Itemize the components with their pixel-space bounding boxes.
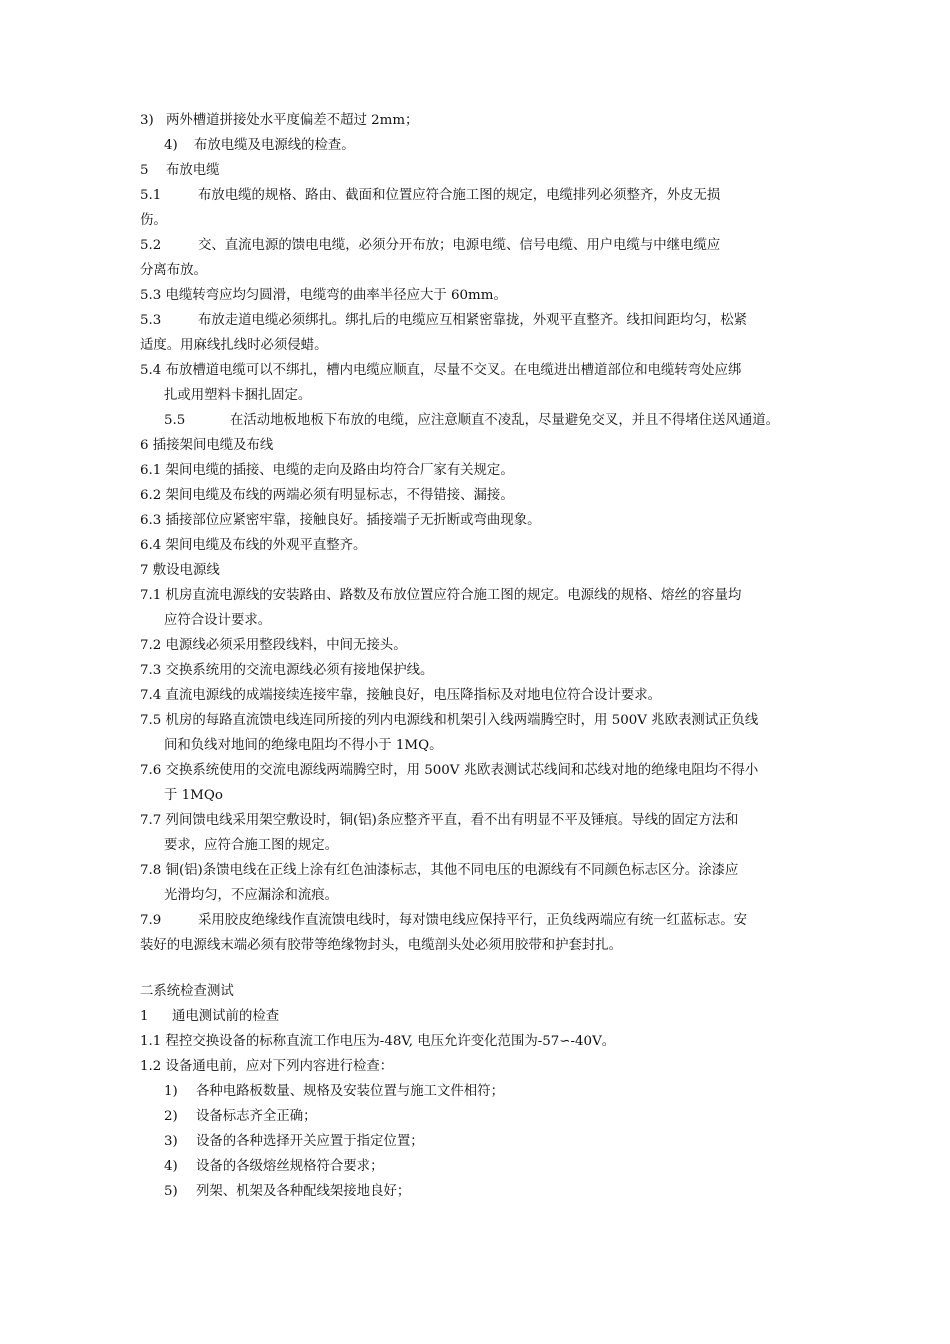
- item-number: 4): [164, 138, 178, 153]
- item-text: 布放电缆: [166, 163, 220, 178]
- item-text: 在活动地板地板下布放的电缆，应注意顺直不凌乱，尽量避免交叉，并且不得堵住送风通道。: [230, 413, 780, 428]
- list-item-continuation: 分离布放。: [140, 263, 207, 278]
- item-text: 布放电缆的规格、路由、截面和位置应符合施工图的规定，电缆排列必须整齐，外皮无损: [198, 188, 721, 203]
- item-number: 5.2: [140, 238, 162, 253]
- list-item-continuation: 间和负线对地间的绝缘电阻均不得小于 1MQ。: [164, 738, 443, 753]
- list-item: [140, 133, 820, 158]
- list-item: 7.7 列间馈电线采用架空敷设时，铜(铝)条应整齐平直，看不出有明显不平及锤痕。导线的固定方法和: [140, 813, 739, 828]
- item-number: 1: [140, 1009, 149, 1024]
- list-item: 6.3 插接部位应紧密牢靠，接触良好。插接端子无折断或弯曲现象。: [140, 513, 541, 528]
- list-item-continuation: 扎或用塑料卡捆扎固定。: [164, 388, 312, 403]
- list-item-continuation: 适度。用麻线扎线时必须侵蜡。: [140, 338, 328, 353]
- item-text: 各种电路板数量、规格及安装位置与施工文件相符；: [196, 1084, 504, 1099]
- item-number: 2): [164, 1109, 178, 1124]
- item-text: 布放电缆及电源线的检查。: [194, 138, 355, 153]
- item-text: 两外槽道拼接处水平度偏差不超过 2mm；: [166, 113, 419, 128]
- list-item: [140, 408, 820, 433]
- section-heading: [140, 1004, 820, 1029]
- item-number: 5: [140, 163, 149, 178]
- list-item: 6.2 架间电缆及布线的两端必须有明显标志，不得错接、漏接。: [140, 488, 514, 503]
- list-item: 7.8 铜(铝)条馈电线在正线上涂有红色油漆标志，其他不同电压的电源线有不同颜色标志区分。涂漆应: [140, 863, 739, 878]
- list-item: 7.2 电源线必须采用整段线料，中间无接头。: [140, 638, 407, 653]
- list-item-continuation: 伤。: [140, 213, 167, 228]
- section-heading: [140, 158, 820, 183]
- item-number: 4): [164, 1159, 178, 1174]
- list-item: [140, 108, 820, 133]
- document-body: [140, 108, 820, 1204]
- list-item: [140, 308, 820, 333]
- list-item: [140, 233, 820, 258]
- list-item: 6.4 架间电缆及布线的外观平直整齐。: [140, 538, 367, 553]
- item-number: 7.9: [140, 913, 162, 928]
- list-item: 5.4 布放槽道电缆可以不绑扎，槽内电缆应顺直，尽量不交叉。在电缆进出槽道部位和电缆转弯处应绑: [140, 363, 742, 378]
- section-heading: 7 敷设电源线: [140, 563, 220, 578]
- item-text: 列架、机架及各种配线架接地良好；: [196, 1184, 411, 1199]
- list-item-continuation: 光滑均匀，不应漏涂和流痕。: [164, 888, 339, 903]
- list-item: 7.4 直流电源线的成端接续连接牢靠，接触良好，电压降指标及对地电位符合设计要求。: [140, 688, 662, 703]
- list-item: [140, 1079, 820, 1104]
- item-number: 5): [164, 1184, 178, 1199]
- item-number: 3): [164, 1134, 178, 1149]
- list-item: [140, 183, 820, 208]
- item-number: 3): [140, 113, 154, 128]
- item-text: 设备的各种选择开关应置于指定位置；: [196, 1134, 424, 1149]
- item-text: 设备标志齐全正确；: [196, 1109, 317, 1124]
- list-item: 1.2 设备通电前，应对下列内容进行检查：: [140, 1059, 394, 1074]
- item-number: 5.5: [164, 413, 186, 428]
- list-item: [140, 908, 820, 933]
- list-item: 7.6 交换系统使用的交流电源线两端腾空时，用 500V 兆欧表测试芯线间和芯线对地的绝缘电阻均不得小: [140, 763, 759, 778]
- list-item: [140, 1179, 820, 1204]
- item-number: 5.1: [140, 188, 162, 203]
- list-item: [140, 1129, 820, 1154]
- spacer: [140, 958, 820, 979]
- item-text: 交、直流电源的馈电电缆，必须分开布放；电源电缆、信号电缆、用户电缆与中继电缆应: [198, 238, 721, 253]
- item-number: 1): [164, 1084, 178, 1099]
- list-item-continuation: 装好的电源线末端必须有胶带等绝缘物封头，电缆剖头处必须用胶带和护套封扎。: [140, 938, 623, 953]
- list-item: 7.3 交换系统用的交流电源线必须有接地保护线。: [140, 663, 434, 678]
- list-item: 6.1 架间电缆的插接、电缆的走向及路由均符合厂家有关规定。: [140, 463, 514, 478]
- section-heading: 6 插接架间电缆及布线: [140, 438, 274, 453]
- list-item: 7.1 机房直流电源线的安装路由、路数及布放位置应符合施工图的规定。电源线的规格、熔丝的容量均: [140, 588, 742, 603]
- list-item: [140, 1154, 820, 1179]
- list-item: 7.5 机房的每路直流馈电线连同所接的列内电源线和机架引入线两端腾空时，用 500V 兆欧表测试正负线: [140, 713, 759, 728]
- item-text: 通电测试前的检查: [172, 1009, 280, 1024]
- item-number: 5.3: [140, 313, 162, 328]
- list-item-continuation: 于 1MQo: [164, 788, 223, 803]
- item-text: 采用胶皮绝缘线作直流馈电线时，每对馈电线应保持平行，正负线两端应有统一红蓝标志。安: [198, 913, 748, 928]
- list-item-continuation: 要求，应符合施工图的规定。: [164, 838, 339, 853]
- list-item: 5.3 电缆转弯应均匀圆滑，电缆弯的曲率半径应大于 60mm。: [140, 288, 507, 303]
- list-item: 1.1 程控交换设备的标称直流工作电压为-48V, 电压允许变化范围为-57∽-40V。: [140, 1034, 616, 1049]
- item-text: 设备的各级熔丝规格符合要求；: [196, 1159, 384, 1174]
- list-item-continuation: 应符合设计要求。: [164, 613, 272, 628]
- chapter-heading: 二系统检查测试: [140, 984, 234, 999]
- list-item: [140, 1104, 820, 1129]
- item-text: 布放走道电缆必须绑扎。绑扎后的电缆应互相紧密靠拢，外观平直整齐。线扣间距均匀，松紧: [198, 313, 748, 328]
